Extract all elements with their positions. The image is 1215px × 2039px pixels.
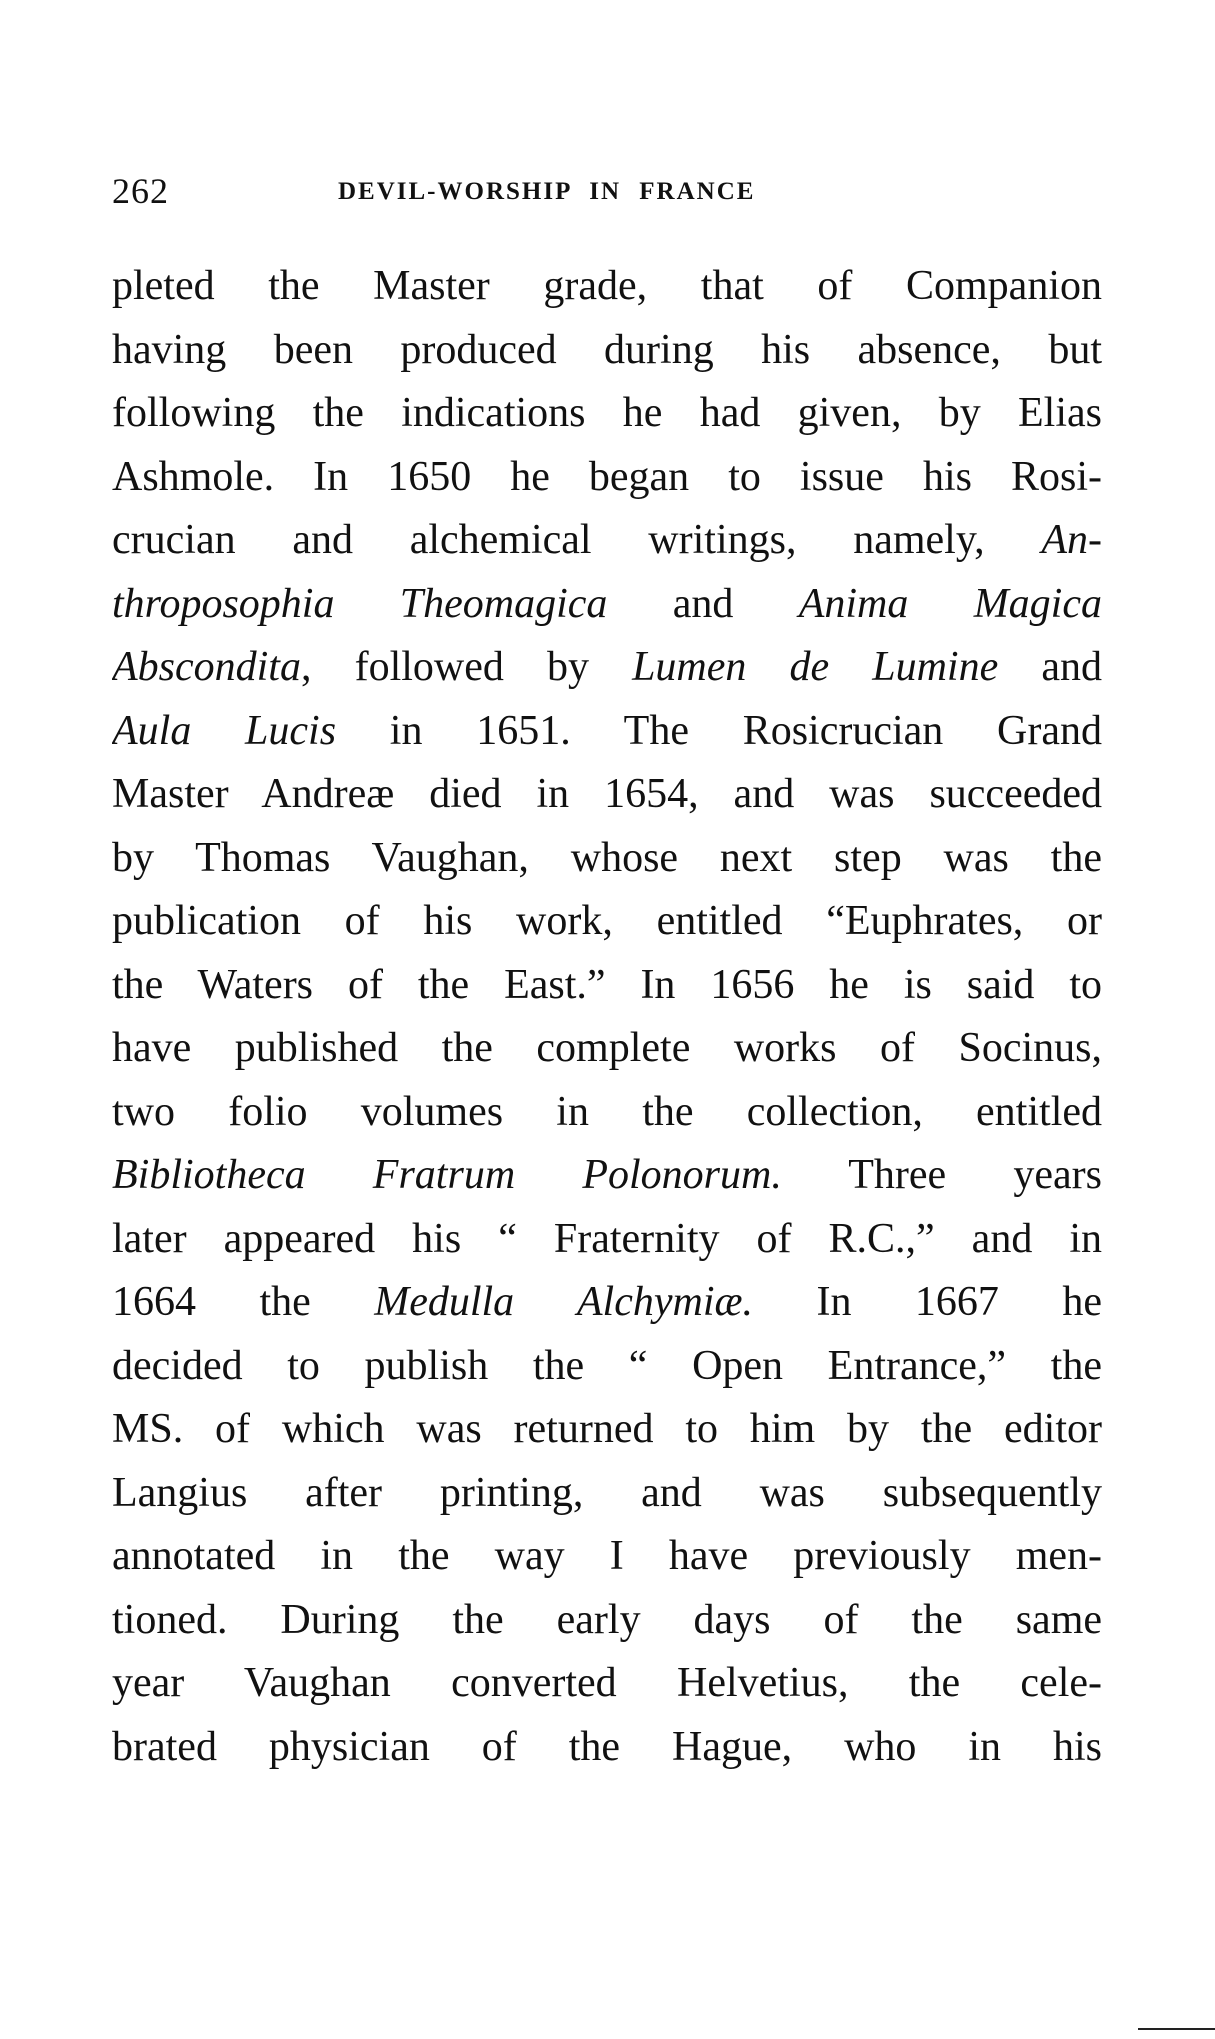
page-number: 262	[112, 171, 169, 211]
italic-text: An-	[1041, 517, 1102, 563]
text-segment: brated physician of the Hague, who in his	[112, 1723, 1102, 1770]
text-segment: 1664 the	[112, 1279, 375, 1325]
italic-text: Abscondita	[112, 644, 301, 690]
text-line	[112, 1335, 1102, 1399]
text-segment: Three years	[781, 1152, 1102, 1198]
text-line	[112, 1652, 1102, 1716]
text-line	[112, 954, 1102, 1018]
text-line	[112, 700, 1102, 764]
text-line	[112, 636, 1102, 700]
text-segment: crucian and alchemical writings, namely,	[112, 517, 1042, 563]
italic-text: throposophia Theomagica	[112, 580, 608, 627]
text-segment: having been produced during his absence, but	[112, 326, 1102, 373]
text-line	[112, 890, 1102, 954]
text-segment: Master Andreæ died in 1654, and was succeeded	[112, 771, 1102, 817]
text-segment: following the indications he had given, by Elias	[112, 390, 1102, 436]
text-line	[112, 319, 1102, 383]
text-segment: Ashmole. In 1650 he began to issue his Rosi-	[112, 453, 1102, 500]
text-segment: two folio volumes in the collection, entitled	[112, 1088, 1102, 1135]
text-line	[112, 255, 1102, 319]
body-text	[112, 255, 1102, 1779]
text-line	[112, 1144, 1102, 1208]
page-header	[112, 160, 1102, 220]
text-line	[112, 1716, 1102, 1780]
text-segment: and	[998, 644, 1102, 690]
text-segment: Langius after printing, and was subsequently	[112, 1469, 1102, 1516]
text-segment: publication of his work, entitled “Euphrates, or	[112, 898, 1102, 944]
text-segment: annotated in the way I have previously men-	[112, 1533, 1102, 1579]
text-segment: MS. of which was returned to him by the editor	[112, 1406, 1102, 1452]
text-segment: , followed by	[300, 644, 633, 690]
text-line	[112, 573, 1102, 637]
italic-text: Bibliotheca Fratrum Polonorum.	[112, 1152, 782, 1198]
text-segment: the Waters of the East.” In 1656 he is said to	[112, 961, 1102, 1008]
text-line	[112, 1525, 1102, 1589]
footer-rule	[1138, 2028, 1215, 2030]
text-line	[112, 1208, 1102, 1272]
text-line	[112, 509, 1102, 573]
text-line	[112, 1081, 1102, 1145]
text-line	[112, 827, 1102, 891]
text-line	[112, 382, 1102, 446]
italic-text: Medulla Alchymiæ.	[374, 1279, 753, 1325]
text-line	[112, 446, 1102, 510]
text-segment: tioned. During the early days of the same	[112, 1596, 1102, 1643]
text-segment: and	[607, 580, 799, 627]
text-segment: In 1667 he	[753, 1279, 1102, 1325]
text-segment: have published the complete works of Socinus,	[112, 1025, 1102, 1071]
italic-text: Aula Lucis	[112, 707, 337, 754]
text-line	[112, 763, 1102, 827]
text-line	[112, 1589, 1102, 1653]
text-segment: pleted the Master grade, that of Companion	[112, 263, 1102, 309]
text-line	[112, 1398, 1102, 1462]
text-line	[112, 1462, 1102, 1526]
text-segment: year Vaughan converted Helvetius, the cele-	[112, 1660, 1102, 1706]
running-head: DEVIL-WORSHIP IN FRANCE	[338, 178, 756, 205]
text-segment: by Thomas Vaughan, whose next step was the	[112, 834, 1102, 881]
italic-text: Lumen de Lumine	[632, 644, 999, 690]
text-line	[112, 1017, 1102, 1081]
text-segment: later appeared his “ Fraternity of R.C.,” and in	[112, 1215, 1102, 1262]
text-line	[112, 1271, 1102, 1335]
italic-text: Anima Magica	[798, 580, 1102, 627]
text-segment: in 1651. The Rosicrucian Grand	[336, 707, 1102, 754]
text-segment: decided to publish the “ Open Entrance,” the	[112, 1342, 1102, 1389]
